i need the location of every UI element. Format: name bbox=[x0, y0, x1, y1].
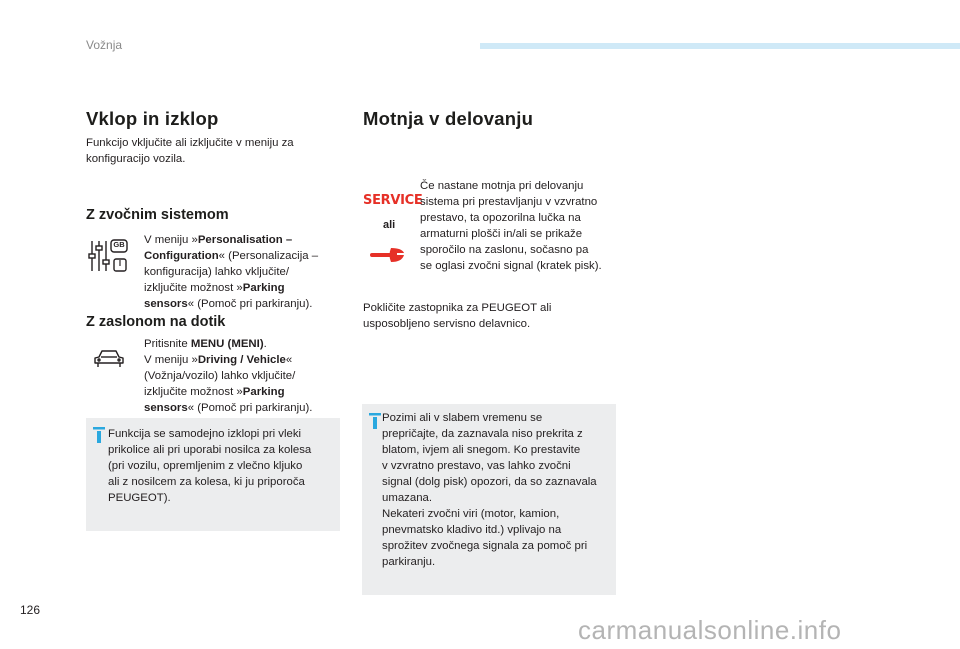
page-number: 126 bbox=[20, 603, 41, 617]
audio-instructions: V meniju »Personalisation – Configuration« (Personalizacija – konfiguracija) lahko vključite/ izključite možnost »Parking sensors« (Pomoč pri parkiranju). bbox=[144, 234, 319, 310]
fault-description: Če nastane motnja pri delovanju sistema pri prestavljanju v vzvratno prestavo, ta opozorilna lučka na armaturni plošči in/ali se prikaže sporočilo na zaslonu, sočasno pa se oglasi zvočni signal (kratek pisk). bbox=[420, 180, 602, 272]
watermark: carmanualsonline.info bbox=[578, 615, 842, 645]
touch-instructions: Pritisnite MENU (MENI). V meniju »Driving / Vehicle« (Vožnja/vozilo) lahko vključite/ izključite možnost »Parking sensors« (Pomoč pri parkiranju). bbox=[144, 338, 313, 414]
note-box-towing bbox=[86, 418, 340, 531]
language-badge-i: I bbox=[118, 259, 122, 268]
service-warning-label: SERVICE bbox=[363, 193, 423, 208]
info-icon bbox=[92, 427, 106, 443]
wrench-icon bbox=[369, 244, 407, 266]
section-label: Vožnja bbox=[86, 38, 123, 52]
note-text-towing: Funkcija se samodejno izklopi pri vleki prikolice ali pri uporabi nosilca za kolesa (pri vozilu, opremljenim z vlečno kljuko ali z nosilcem za kolesa, ki ju priporoča PEUGEOT). bbox=[108, 428, 312, 504]
or-label: ali bbox=[383, 219, 396, 231]
header-bar bbox=[480, 43, 960, 49]
heading-touch-screen: Z zaslonom na dotik bbox=[86, 314, 226, 330]
note-box-winter bbox=[362, 404, 616, 595]
note-text-winter: Pozimi ali v slabem vremenu se prepričajte, da zaznavala niso prekrita z blatom, ivjem ali snegom. Ko prestavite v vzvratno prestavo, vas lahko zvočni signal (dolg pisk) opozori, da so zaznavala umazana. Nekateri zvočni viri (motor, kamion, pnevmatsko kladivo itd.) vplivajo na sprožitev zvočnega signala za pomoč pri parkiranju. bbox=[382, 412, 597, 568]
info-icon bbox=[368, 413, 382, 429]
title-malfunction: Motnja v delovanju bbox=[363, 108, 534, 129]
contact-dealer-text: Pokličite zastopnika za PEUGEOT ali usposobljeno servisno delavnico. bbox=[363, 302, 552, 330]
title-on-off: Vklop in izklop bbox=[86, 108, 219, 129]
language-badge-gb: GB bbox=[113, 240, 125, 249]
car-icon bbox=[92, 348, 126, 370]
intro-text: Funkcijo vključite ali izključite v meniju za konfiguracijo vozila. bbox=[86, 137, 294, 165]
heading-audio-system: Z zvočnim sistemom bbox=[86, 207, 229, 223]
